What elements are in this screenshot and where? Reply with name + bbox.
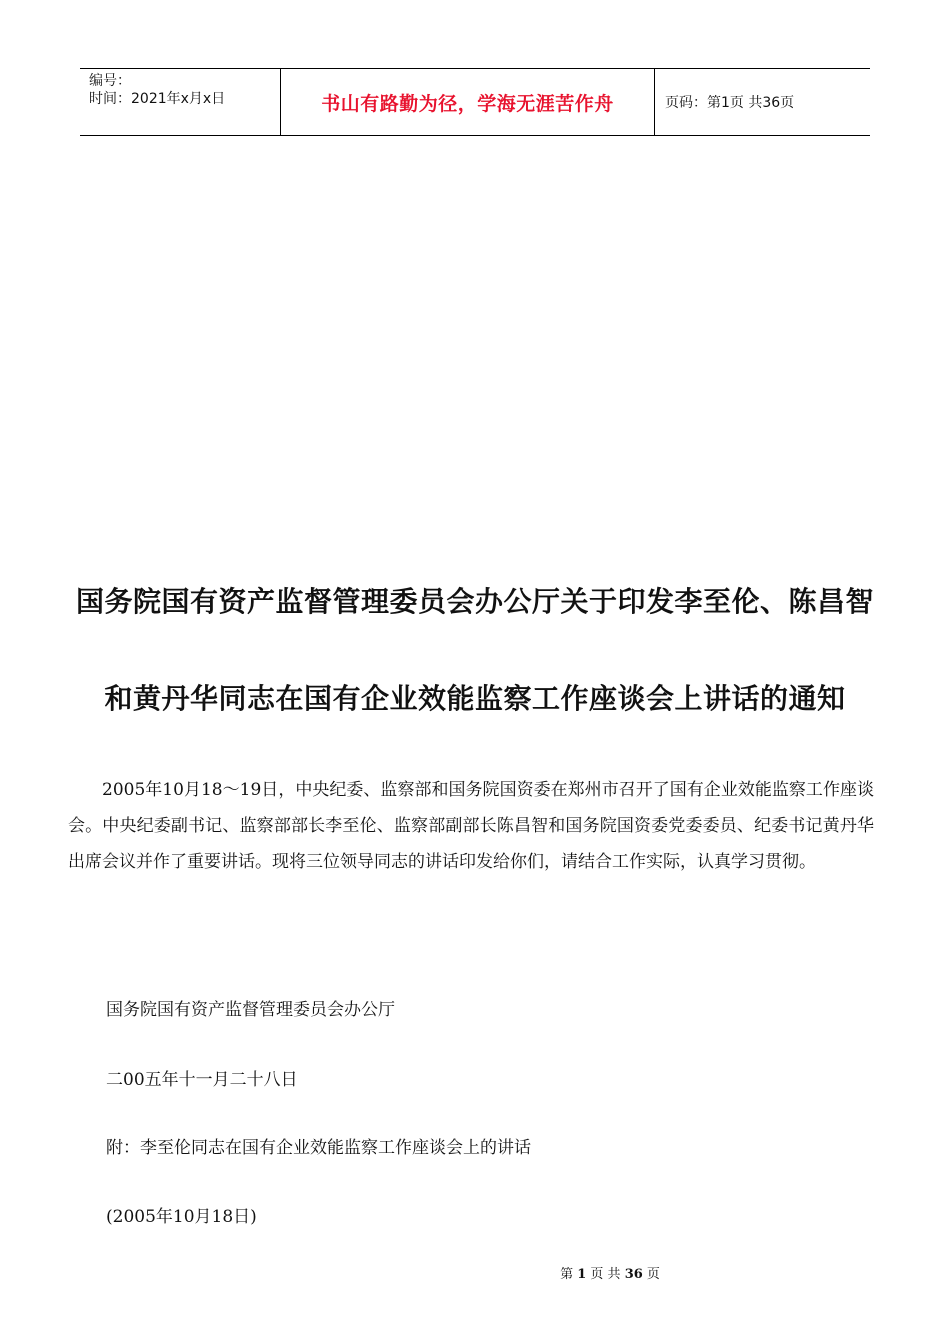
document-title-line-1: 国务院国有资产监督管理委员会办公厅关于印发李至伦、陈昌智 — [75, 585, 874, 618]
page-footer — [0, 1263, 950, 1282]
header-meta-cell — [80, 69, 281, 135]
issuer-line: 国务院国有资产监督管理委员会办公厅 — [106, 1000, 395, 1020]
issue-date-line: 二00五年十一月二十八日 — [106, 1070, 298, 1090]
document-title-line-2: 和黄丹华同志在国有企业效能监察工作座谈会上讲话的通知 — [104, 682, 846, 715]
header-motto-cell — [281, 69, 655, 135]
code-label: 编号： — [89, 73, 131, 89]
footer-page-number: 1 — [577, 1267, 587, 1282]
attachment-line: 附：李至伦同志在国有企业效能监察工作座谈会上的讲话 — [106, 1138, 531, 1158]
document-header — [80, 68, 870, 136]
time-label: 时间：2021年x月x日 — [89, 91, 226, 107]
document-body — [68, 772, 874, 880]
header-page-cell — [655, 69, 870, 135]
footer-prefix: 第 — [560, 1267, 574, 1282]
body-paragraph: 2005年10月18～19日，中央纪委、监察部和国务院国资委在郑州市召开了国有企业效能监察工作座谈会。中央纪委副书记、监察部部长李至伦、监察部副部长陈昌智和国务院国资委党委委员、纪委书记黄丹华出席会议并作了重要讲话。现将三位领导同志的讲话印发给你们，请结合工作实际，认真学习贯彻。 — [68, 780, 874, 872]
motto-text: 书山有路勤为径，学海无涯苦作舟 — [321, 92, 614, 115]
footer-middle: 页 共 — [590, 1267, 621, 1282]
footer-suffix: 页 — [646, 1267, 660, 1282]
footer-total-pages: 36 — [624, 1267, 643, 1282]
page-info: 页码：第1页 共36页 — [665, 95, 795, 111]
attachment-date-line: (2005年10月18日) — [106, 1207, 257, 1227]
